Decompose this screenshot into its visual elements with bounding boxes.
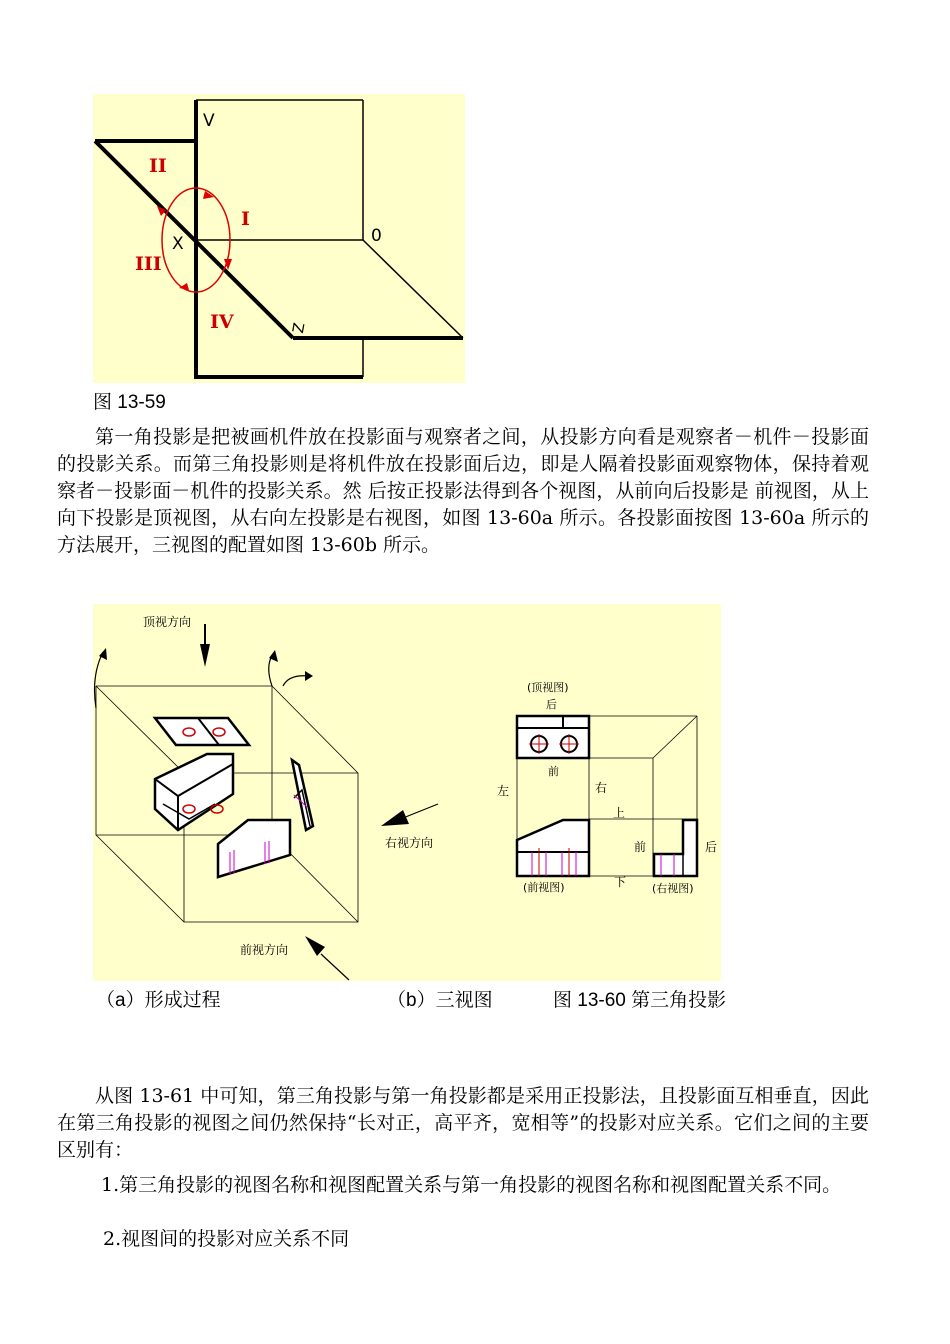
figure-13-59: [93, 94, 465, 383]
label-z: Z: [288, 321, 309, 335]
right-direction-arrow: [403, 804, 438, 818]
figure-13-60: [93, 604, 721, 981]
front-direction-arrowhead: [305, 936, 325, 956]
back-label-right: 后: [705, 840, 718, 854]
third-angle-projection-diagram: [93, 604, 721, 981]
top-view-label: (顶视图): [527, 681, 569, 694]
front-view-plate: [218, 820, 290, 877]
top-direction-arrowhead: [200, 644, 210, 667]
paragraph-comparison: 从图 13-61 中可知，第三角投影与第一角投影都是采用正投影法，且投影面互相垂直，因此在第三角投影的视图之间仍然保持“长对正，高平齐，宽相等”的投影对应关系。它们之间的主要区别有：: [57, 1085, 869, 1161]
right-direction-arrowhead: [381, 810, 409, 826]
quadrant-label-i: I: [241, 208, 250, 230]
hole-mark: [211, 805, 223, 813]
front-label-right: 前: [634, 840, 647, 854]
top-direction-label: 顶视方向: [143, 615, 192, 629]
object-3d: [155, 754, 233, 830]
paragraph-first-angle: 第一角投影是把被画机件放在投影面与观察者之间，从投影方向看是观察者－机件－投影面的投影关系。而第三角投影则是将机件放在投影面后边，即是人隔着投影面观察物体，保持着观察者－投影面－机件的投影关系。然 后按正投影法得到各个视图，从前向后投影是 前视图，从上向下投影是顶视图，从右向左投影是右视图，如图 13-60a 所示。各投影面按图 13-60a 所示的方法展开，三视图的配置如图 13-60b 所示。: [57, 426, 869, 556]
projection-quadrant-diagram: [93, 94, 465, 383]
quadrant-label-iv: IV: [210, 311, 234, 333]
front-view: [517, 820, 589, 876]
down-label: 下: [614, 875, 627, 889]
list-item-2: 2.视图间的投影对应关系不同: [103, 1228, 350, 1250]
left-label: 左: [497, 784, 510, 798]
front-label-top: 前: [548, 765, 559, 778]
label-o: 0: [371, 226, 382, 246]
right-view: [654, 820, 697, 876]
figure-13-59-caption: 图 13-59: [93, 392, 166, 413]
list-item-1: 1.第三角投影的视图名称和视图配置关系与第一角投影的视图名称和视图配置关系不同。: [101, 1174, 842, 1196]
unfold-arrowhead: [305, 671, 313, 681]
right-direction-label: 右视方向: [385, 836, 434, 850]
v-plane-edge: [196, 100, 363, 377]
quadrant-label-iii: III: [135, 253, 162, 275]
quadrant-label-ii: II: [149, 155, 167, 177]
h-plane-right-edge: [363, 240, 463, 338]
label-v: V: [203, 111, 215, 131]
front-direction-arrow: [321, 954, 349, 980]
caption-a: （a）形成过程: [96, 990, 221, 1011]
caption-b: （b）三视图: [387, 990, 493, 1011]
right-label: 右: [595, 781, 608, 795]
front-view-label: (前视图): [523, 881, 565, 894]
top-view: [517, 716, 589, 758]
label-x: X: [172, 234, 184, 254]
right-view-label: (右视图): [652, 882, 694, 895]
view-frame: [653, 716, 697, 758]
front-direction-label: 前视方向: [240, 943, 289, 957]
back-label-top: 后: [546, 698, 557, 711]
up-label: 上: [613, 806, 626, 820]
figure-13-60-caption: 图 13-60 第三角投影: [553, 990, 727, 1011]
